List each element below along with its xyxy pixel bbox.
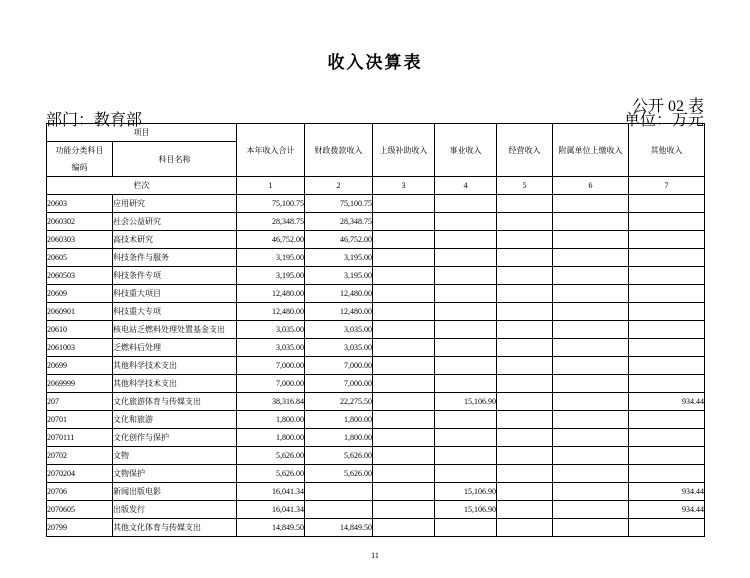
cell-business — [435, 429, 497, 447]
cell-operating — [497, 483, 553, 501]
cell-subject-name: 文化和旅游 — [113, 411, 237, 429]
header-total: 本年收入合计 — [237, 124, 305, 177]
cell-affiliated — [553, 213, 629, 231]
cell-business — [435, 285, 497, 303]
cell-subject-name: 其他文化体育与传媒支出 — [113, 519, 237, 537]
cell-subject-name: 乏燃料后处理 — [113, 339, 237, 357]
cell-fiscal: 14,849.50 — [305, 519, 373, 537]
header-num-5: 5 — [497, 177, 553, 195]
table-row — [47, 321, 705, 339]
table-row — [47, 501, 705, 519]
cell-other — [629, 195, 705, 213]
cell-subject-name: 科技重大专项 — [113, 303, 237, 321]
cell-code: 20701 — [47, 411, 113, 429]
cell-other — [629, 321, 705, 339]
table-row — [47, 465, 705, 483]
cell-other — [629, 519, 705, 537]
cell-operating — [497, 267, 553, 285]
cell-fiscal: 1,800.00 — [305, 429, 373, 447]
cell-total: 14,849.50 — [237, 519, 305, 537]
header-row-label: 栏次 — [47, 177, 237, 195]
cell-business — [435, 375, 497, 393]
cell-superior — [373, 375, 435, 393]
cell-affiliated — [553, 303, 629, 321]
cell-superior — [373, 519, 435, 537]
cell-total: 16,041.34 — [237, 501, 305, 519]
table-row — [47, 231, 705, 249]
cell-total: 1,800.00 — [237, 411, 305, 429]
header-item-group: 项目 — [47, 124, 237, 142]
cell-total: 7,000.00 — [237, 357, 305, 375]
header-num-4: 4 — [435, 177, 497, 195]
cell-superior — [373, 303, 435, 321]
cell-code: 20605 — [47, 249, 113, 267]
cell-other — [629, 411, 705, 429]
cell-affiliated — [553, 447, 629, 465]
cell-total: 3,035.00 — [237, 339, 305, 357]
cell-subject-name: 科技条件与服务 — [113, 249, 237, 267]
header-operating: 经营收入 — [497, 124, 553, 177]
cell-subject-name: 新闻出版电影 — [113, 483, 237, 501]
header-name: 科目名称 — [113, 142, 237, 177]
cell-subject-name: 科技重大项目 — [113, 285, 237, 303]
cell-fiscal: 3,035.00 — [305, 339, 373, 357]
cell-business: 15,106.90 — [435, 393, 497, 411]
header-affiliated: 附属单位上缴收入 — [553, 124, 629, 177]
cell-subject-name: 科技条件专项 — [113, 267, 237, 285]
cell-affiliated — [553, 339, 629, 357]
header-code-line1: 功能分类科目 — [55, 146, 104, 155]
table-row — [47, 267, 705, 285]
cell-affiliated — [553, 249, 629, 267]
cell-business — [435, 339, 497, 357]
cell-business — [435, 321, 497, 339]
header-num-3: 3 — [373, 177, 435, 195]
cell-other: 934.44 — [629, 393, 705, 411]
cell-fiscal: 28,348.75 — [305, 213, 373, 231]
cell-subject-name: 文物保护 — [113, 465, 237, 483]
cell-subject-name: 社会公益研究 — [113, 213, 237, 231]
header-code — [47, 142, 113, 177]
cell-operating — [497, 519, 553, 537]
cell-other — [629, 465, 705, 483]
cell-superior — [373, 339, 435, 357]
cell-total: 12,480.00 — [237, 285, 305, 303]
cell-operating — [497, 357, 553, 375]
cell-subject-name: 文化创作与保护 — [113, 429, 237, 447]
header-num-6: 6 — [553, 177, 629, 195]
cell-code: 20609 — [47, 285, 113, 303]
cell-affiliated — [553, 195, 629, 213]
table-header-row-group — [47, 124, 705, 142]
cell-business: 15,106.90 — [435, 501, 497, 519]
cell-subject-name: 高技术研究 — [113, 231, 237, 249]
cell-other — [629, 249, 705, 267]
cell-operating — [497, 321, 553, 339]
cell-code: 207 — [47, 393, 113, 411]
cell-other — [629, 231, 705, 249]
cell-code: 2070605 — [47, 501, 113, 519]
cell-affiliated — [553, 501, 629, 519]
cell-other — [629, 339, 705, 357]
cell-fiscal: 1,800.00 — [305, 411, 373, 429]
header-business: 事业收入 — [435, 124, 497, 177]
cell-operating — [497, 375, 553, 393]
cell-code: 20702 — [47, 447, 113, 465]
cell-code: 2069999 — [47, 375, 113, 393]
table-row — [47, 393, 705, 411]
cell-operating — [497, 411, 553, 429]
cell-operating — [497, 195, 553, 213]
cell-operating — [497, 393, 553, 411]
header-other: 其他收入 — [629, 124, 705, 177]
cell-superior — [373, 249, 435, 267]
cell-business — [435, 357, 497, 375]
cell-code: 20610 — [47, 321, 113, 339]
cell-affiliated — [553, 429, 629, 447]
cell-subject-name: 文物 — [113, 447, 237, 465]
table-row — [47, 357, 705, 375]
cell-fiscal: 5,626.00 — [305, 447, 373, 465]
cell-fiscal: 3,035.00 — [305, 321, 373, 339]
cell-affiliated — [553, 321, 629, 339]
cell-subject-name: 应用研究 — [113, 195, 237, 213]
cell-other: 934.44 — [629, 483, 705, 501]
cell-subject-name: 文化旅游体育与传媒支出 — [113, 393, 237, 411]
cell-operating — [497, 447, 553, 465]
cell-fiscal — [305, 501, 373, 519]
page-number: 11 — [371, 551, 379, 560]
table-row — [47, 429, 705, 447]
cell-total: 7,000.00 — [237, 375, 305, 393]
cell-code: 20603 — [47, 195, 113, 213]
cell-fiscal — [305, 483, 373, 501]
cell-other — [629, 267, 705, 285]
cell-superior — [373, 195, 435, 213]
cell-operating — [497, 303, 553, 321]
cell-fiscal: 3,195.00 — [305, 249, 373, 267]
cell-business — [435, 267, 497, 285]
table-row — [47, 249, 705, 267]
cell-operating — [497, 501, 553, 519]
table-row — [47, 411, 705, 429]
cell-affiliated — [553, 267, 629, 285]
cell-fiscal: 22,275.50 — [305, 393, 373, 411]
table-header-row-numbers — [47, 177, 705, 195]
cell-code: 2060503 — [47, 267, 113, 285]
cell-other — [629, 429, 705, 447]
cell-total: 1,800.00 — [237, 429, 305, 447]
cell-affiliated — [553, 411, 629, 429]
document-meta — [46, 93, 704, 129]
cell-superior — [373, 429, 435, 447]
cell-code: 2061003 — [47, 339, 113, 357]
cell-total: 28,348.75 — [237, 213, 305, 231]
cell-superior — [373, 483, 435, 501]
cell-business — [435, 465, 497, 483]
cell-other — [629, 285, 705, 303]
cell-affiliated — [553, 519, 629, 537]
cell-code: 20799 — [47, 519, 113, 537]
cell-superior — [373, 321, 435, 339]
header-num-1: 1 — [237, 177, 305, 195]
cell-total: 3,035.00 — [237, 321, 305, 339]
cell-subject-name: 核电站乏燃料处理处置基金支出 — [113, 321, 237, 339]
cell-operating — [497, 339, 553, 357]
cell-total: 3,195.00 — [237, 249, 305, 267]
cell-subject-name: 出版发行 — [113, 501, 237, 519]
cell-total: 5,626.00 — [237, 447, 305, 465]
table-row — [47, 195, 705, 213]
header-superior: 上级补助收入 — [373, 124, 435, 177]
cell-total: 38,316.84 — [237, 393, 305, 411]
cell-superior — [373, 411, 435, 429]
cell-business — [435, 213, 497, 231]
table-row — [47, 303, 705, 321]
cell-other: 934.44 — [629, 501, 705, 519]
cell-other — [629, 213, 705, 231]
cell-affiliated — [553, 231, 629, 249]
cell-fiscal: 3,195.00 — [305, 267, 373, 285]
cell-fiscal: 12,480.00 — [305, 303, 373, 321]
header-fiscal: 财政拨款收入 — [305, 124, 373, 177]
cell-subject-name: 其他科学技术支出 — [113, 357, 237, 375]
cell-superior — [373, 357, 435, 375]
cell-business — [435, 303, 497, 321]
cell-total: 16,041.34 — [237, 483, 305, 501]
table-row — [47, 213, 705, 231]
department-label: 部门：教育部 — [46, 112, 143, 129]
table-body — [47, 195, 705, 537]
cell-operating — [497, 231, 553, 249]
table-row — [47, 483, 705, 501]
cell-other — [629, 303, 705, 321]
cell-fiscal: 5,626.00 — [305, 465, 373, 483]
header-num-2: 2 — [305, 177, 373, 195]
cell-superior — [373, 231, 435, 249]
cell-fiscal: 46,752.00 — [305, 231, 373, 249]
cell-subject-name: 其他科学技术支出 — [113, 375, 237, 393]
cell-fiscal: 12,480.00 — [305, 285, 373, 303]
cell-business — [435, 519, 497, 537]
cell-total: 12,480.00 — [237, 303, 305, 321]
form-code: 公开 02 表 — [631, 98, 704, 115]
table-row — [47, 285, 705, 303]
cell-business — [435, 231, 497, 249]
cell-affiliated — [553, 357, 629, 375]
table-row — [47, 447, 705, 465]
cell-business — [435, 411, 497, 429]
cell-superior — [373, 447, 435, 465]
income-final-accounts-table — [46, 123, 705, 537]
cell-superior — [373, 267, 435, 285]
cell-superior — [373, 393, 435, 411]
cell-superior — [373, 213, 435, 231]
table-row — [47, 339, 705, 357]
cell-business — [435, 249, 497, 267]
cell-superior — [373, 285, 435, 303]
cell-code: 2060901 — [47, 303, 113, 321]
cell-affiliated — [553, 375, 629, 393]
cell-fiscal: 75,100.75 — [305, 195, 373, 213]
table-row — [47, 519, 705, 537]
cell-operating — [497, 213, 553, 231]
cell-total: 46,752.00 — [237, 231, 305, 249]
cell-business — [435, 447, 497, 465]
cell-total: 3,195.00 — [237, 267, 305, 285]
cell-affiliated — [553, 483, 629, 501]
cell-code: 2070204 — [47, 465, 113, 483]
cell-superior — [373, 465, 435, 483]
unit-note: 单位：万元 — [623, 112, 704, 129]
cell-fiscal: 7,000.00 — [305, 357, 373, 375]
cell-fiscal: 7,000.00 — [305, 375, 373, 393]
cell-business: 15,106.90 — [435, 483, 497, 501]
cell-operating — [497, 285, 553, 303]
cell-other — [629, 447, 705, 465]
cell-affiliated — [553, 465, 629, 483]
cell-code: 2060303 — [47, 231, 113, 249]
cell-superior — [373, 501, 435, 519]
cell-code: 20699 — [47, 357, 113, 375]
cell-affiliated — [553, 285, 629, 303]
cell-operating — [497, 465, 553, 483]
cell-business — [435, 195, 497, 213]
cell-total: 5,626.00 — [237, 465, 305, 483]
cell-operating — [497, 429, 553, 447]
cell-operating — [497, 249, 553, 267]
header-code-line2: 编码 — [71, 163, 88, 172]
cell-total: 75,100.75 — [237, 195, 305, 213]
cell-code: 20706 — [47, 483, 113, 501]
cell-code: 2060302 — [47, 213, 113, 231]
document-page — [0, 48, 750, 578]
cell-code: 2070111 — [47, 429, 113, 447]
cell-other — [629, 375, 705, 393]
header-num-7: 7 — [629, 177, 705, 195]
cell-affiliated — [553, 393, 629, 411]
page-title: 收入决算表 — [327, 53, 423, 72]
table-row — [47, 375, 705, 393]
cell-other — [629, 357, 705, 375]
